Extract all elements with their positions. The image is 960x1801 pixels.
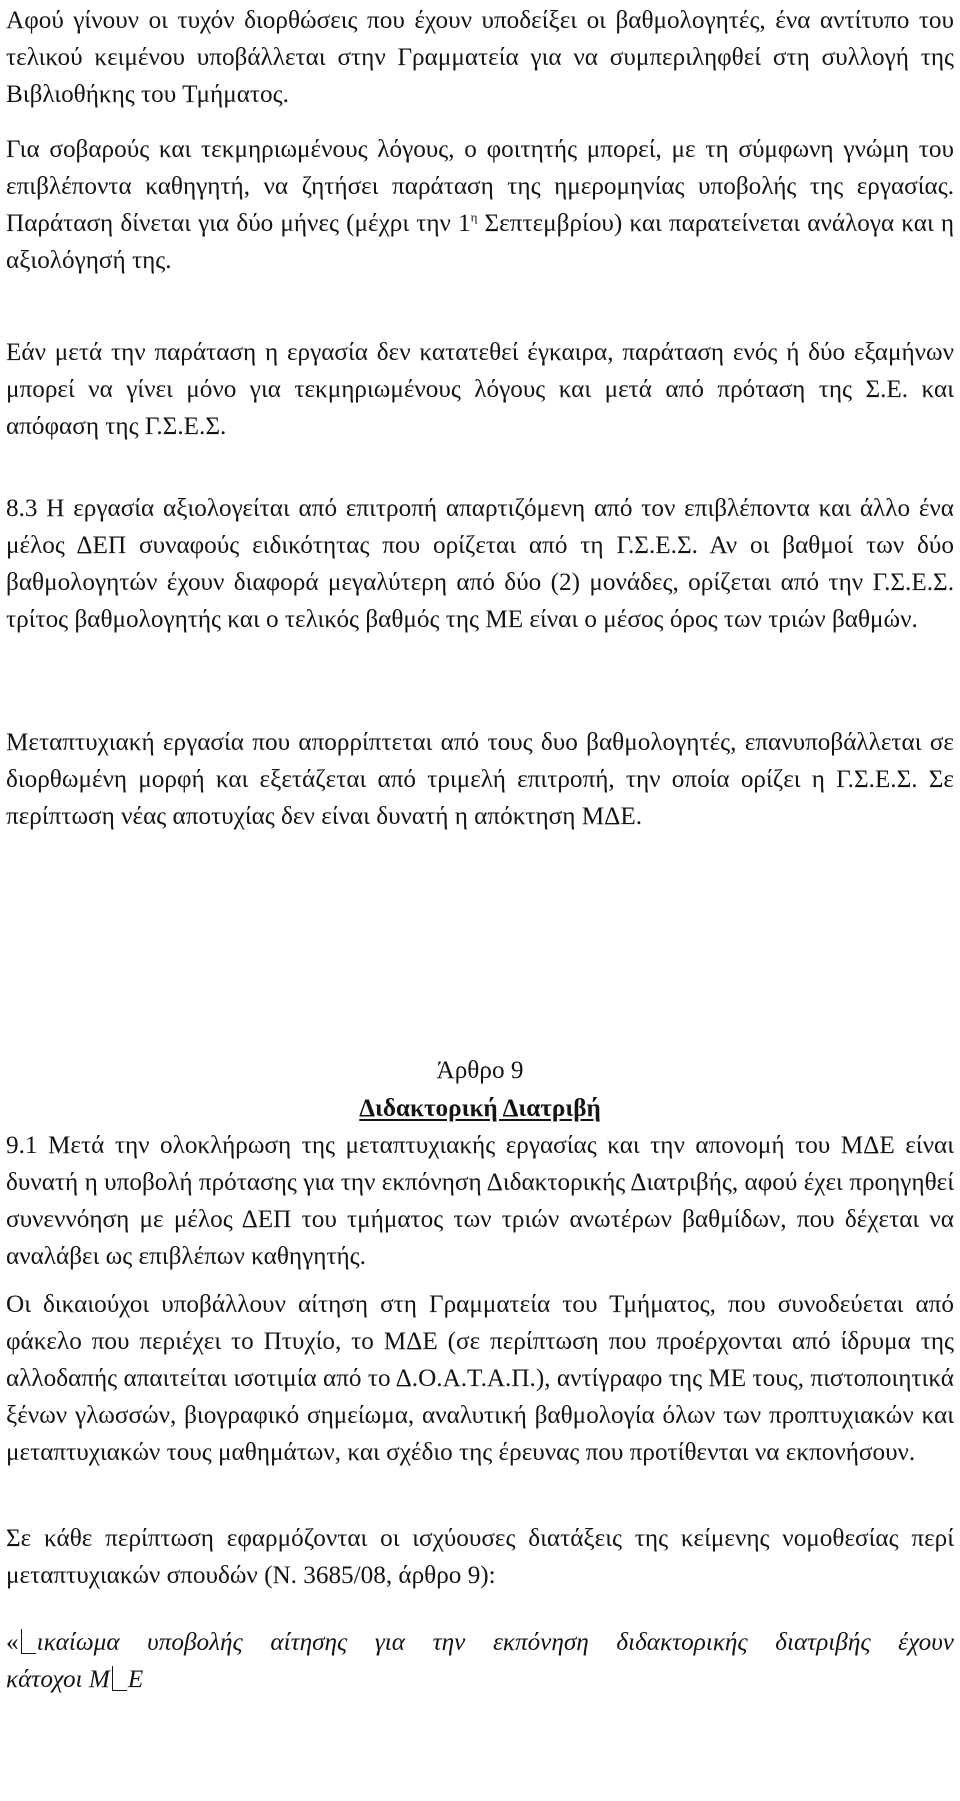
quote-text-line-2b: Ε (127, 1666, 144, 1693)
paragraph-late-submission: Εάν μετά την παράταση η εργασία δεν κατατεθεί έγκαιρα, παράταση ενός ή δύο εξαμήνων μπορεί να γίνει μόνο για τεκμηριωμένους λόγους και μετά από πρόταση της Σ.Ε. και απόφαση της Γ.Σ.Ε.Σ. (6, 339, 954, 440)
quote-open-mark: « (6, 1629, 19, 1656)
paragraph-application-documents: Οι δικαιούχοι υποβάλλουν αίτηση στη Γραμματεία του Τμήματος, που συνοδεύεται από φάκελο που περιέχει το Πτυχίο, το ΜΔΕ (σε περίπτωση που προέρχονται από ίδρυμα της αλλοδαπής απαιτείται ισοτιμία από το Δ.Ο.Α.Τ.Α.Π.), αντίγραφο της ΜΕ τους, πιστοποιητικά ξένων γλωσσών, βιογραφικό σημείωμα, αναλυτική βαθμολογία όλων των προπτυχιακών και μεταπτυχιακών τους μαθημάτων, και σχέδιο της έρευνας που προτίθενται να εκπονήσουν. (6, 1291, 954, 1466)
quote-text-line-2a: κάτοχοι Μ (6, 1666, 110, 1693)
superscript-eta: η (470, 209, 478, 225)
paragraph-rejection: Μεταπτυχιακή εργασία που απορρίπτεται από τους δυο βαθμολογητές, επανυποβάλλεται σε διορθωμένη μορφή και εξετάζεται από τριμελή επιτροπή, την οποία ορίζει η Γ.Σ.Ε.Σ. Σε περίπτωση νέας αποτυχίας δεν είναι δυνατή η απόκτηση ΜΔΕ. (6, 729, 954, 830)
extension-text-end: Σεπτεμβρίου) και παρατείνεται ανάλογα και η αξιολόγησή της. (6, 210, 954, 274)
extension-text-start: Για σοβαρούς και τεκμηριωμένους λόγους, ο φοιτητής μπορεί, με τη σύμφωνη γνώμη του επιβλέποντα καθηγητή, να ζητήσει παράταση της ημερομηνίας υποβολής της εργασίας. Παράταση δίνεται για δύο μήνες (μέχρι την 1 (6, 136, 954, 237)
quote-line-1 (6, 1624, 954, 1661)
quote-text-line-1: ικαίωμα υποβολής αίτησης για την εκπόνηση διδακτορικής διατριβής έχουν (36, 1629, 954, 1656)
article-title: Διδακτορική Διατριβή (359, 1095, 601, 1122)
paragraph-legislation: Σε κάθε περίπτωση εφαρμόζονται οι ισχύουσες διατάξεις της κείμενης νομοθεσίας περί μεταπτυχιακών σπουδών (Ν. 3685/08, άρθρο 9): (6, 1525, 954, 1589)
quote-line-2 (6, 1661, 954, 1698)
missing-glyph-box (21, 1629, 36, 1654)
paragraph-8-3-evaluation: 8.3 Η εργασία αξιολογείται από επιτροπή απαρτιζόμενη από τον επιβλέποντα και άλλο ένα μέλος ΔΕΠ συναφούς ειδικότητας που ορίζεται από τη Γ.Σ.Ε.Σ. Αν οι βαθμοί των δύο βαθμολογητών έχουν διαφορά μεγαλύτερη από δύο (2) μονάδες, ορίζεται από την Γ.Σ.Ε.Σ. τρίτος βαθμολογητής και ο τελικός βαθμός της ΜΕ είναι ο μέσος όρος των τριών βαθμών. (6, 495, 954, 633)
paragraph-9-1-doctoral: 9.1 Μετά την ολοκλήρωση της μεταπτυχιακής εργασίας και την απονομή του ΜΔΕ είναι δυνατή η υποβολή πρότασης για την εκπόνηση Διδακτορικής Διατριβής, αφού έχει προηγηθεί συνεννόηση με μέλος ΔΕΠ του τμήματος των τριών ανωτέρων βαθμίδων, που δέχεται να αναλάβει ως επιβλέπων καθηγητής. (6, 1132, 954, 1270)
missing-glyph-box (112, 1666, 127, 1691)
article-number: Άρθρο 9 (436, 1057, 524, 1084)
paragraph-extension (6, 131, 954, 279)
paragraph-corrections: Αφού γίνουν οι τυχόν διορθώσεις που έχουν υποδείξει οι βαθμολογητές, ένα αντίτυπο του τελικού κειμένου υποβάλλεται στην Γραμματεία για να συμπεριληφθεί στη συλλογή της Βιβλιοθήκης του Τμήματος. (6, 7, 954, 108)
